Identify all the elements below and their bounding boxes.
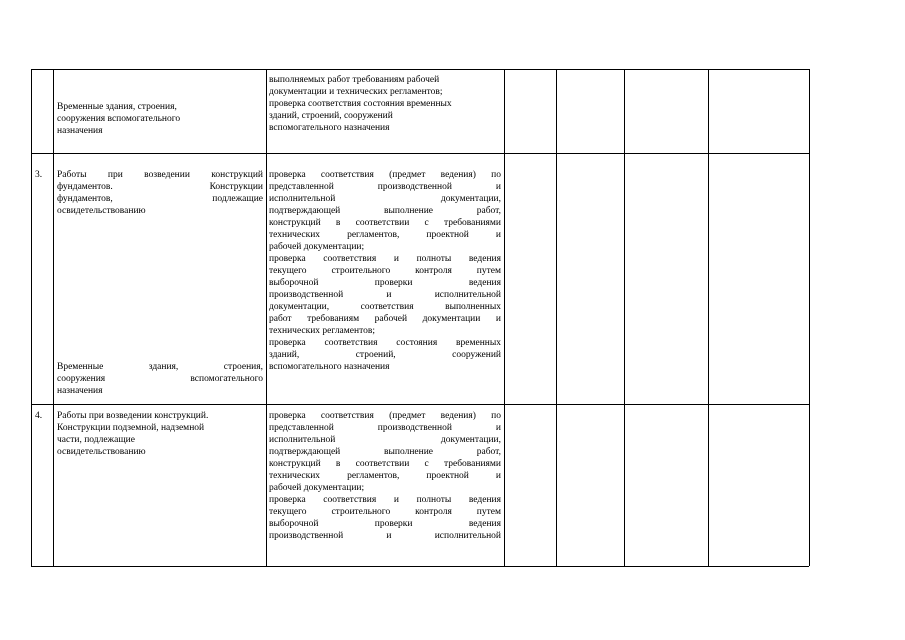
work-line: Работы при возведении конструкций. [57, 411, 209, 421]
work-line: Конструкции подземной, надземной [57, 423, 205, 433]
check-line: представленной производственной и [269, 423, 501, 433]
work-line: назначения [57, 126, 103, 136]
check-line: представленной производственной и [269, 182, 501, 192]
check-line: выполняемых работ требованиям рабочей [269, 75, 440, 85]
check-line: проверка соответствия и полноты ведения [269, 495, 501, 505]
check-line: проверка соответствия (предмет ведения) по [269, 411, 501, 421]
column-border [31, 69, 32, 566]
check-line: конструкций в соответствии с требованиями [269, 459, 501, 469]
row-number: 3. [35, 170, 43, 180]
work-description [57, 169, 263, 217]
check-line: технических регламентов, проектной и [269, 230, 501, 240]
check-line: исполнительной документации, [269, 435, 501, 445]
work-line: назначения [57, 386, 103, 396]
row-border [31, 566, 809, 567]
row-border [31, 153, 809, 154]
column-border [708, 69, 709, 566]
column-border [504, 69, 505, 566]
check-line: проверка соответствия (предмет ведения) по [269, 170, 501, 180]
check-line: рабочей документации; [269, 483, 365, 493]
row-border [31, 69, 809, 70]
work-description [57, 361, 263, 397]
check-line: конструкций в соответствии с требованиями [269, 218, 501, 228]
check-line: выборочной проверки ведения [269, 519, 501, 529]
work-line: фундаментов. Конструкции [57, 182, 263, 192]
column-border [266, 69, 267, 566]
check-line: производственной и исполнительной [269, 531, 501, 541]
check-line: технических регламентов; [269, 326, 375, 336]
check-line: текущего строительного контроля путем [269, 507, 501, 517]
check-description [269, 74, 501, 134]
work-description [57, 101, 263, 137]
check-description [269, 169, 501, 373]
work-line: Временные здания, строения, [57, 102, 177, 112]
check-description [269, 410, 501, 542]
work-line: Работы при возведении конструкций [57, 170, 263, 180]
check-line: текущего строительного контроля путем [269, 266, 501, 276]
check-line: вспомогательного назначения [269, 362, 390, 372]
check-line: подтверждающей выполнение работ, [269, 206, 501, 216]
row-number: 4. [35, 411, 43, 421]
column-border [624, 69, 625, 566]
work-line: сооружения вспомогательного [57, 114, 181, 124]
check-line: документации, соответствия выполненных [269, 302, 501, 312]
check-line: вспомогательного назначения [269, 123, 390, 133]
work-line: сооружения вспомогательного [57, 374, 263, 384]
work-line: освидетельствованию [57, 447, 146, 457]
work-line: фундаментов, подлежащие [57, 194, 263, 204]
row-border [31, 404, 809, 405]
check-line: проверка соответствия и полноты ведения [269, 254, 501, 264]
check-line: рабочей документации; [269, 242, 365, 252]
check-line: исполнительной документации, [269, 194, 501, 204]
check-line: работ требованиям рабочей документации и [269, 314, 501, 324]
column-border [556, 69, 557, 566]
check-line: документации и технических регламентов; [269, 87, 443, 97]
check-line: подтверждающей выполнение работ, [269, 447, 501, 457]
work-line: освидетельствованию [57, 206, 146, 216]
work-line: части, подлежащие [57, 435, 135, 445]
work-line: Временные здания, строения, [57, 362, 263, 372]
column-border [809, 69, 810, 566]
check-line: технических регламентов, проектной и [269, 471, 501, 481]
check-line: зданий, строений, сооружений [269, 350, 501, 360]
check-line: выборочной проверки ведения [269, 278, 501, 288]
check-line: проверка соответствия состояния временных [269, 99, 452, 109]
check-line: проверка соответствия состояния временных [269, 338, 501, 348]
column-border [53, 69, 54, 566]
work-description [57, 410, 263, 458]
check-line: зданий, строений, сооружений [269, 111, 393, 121]
check-line: производственной и исполнительной [269, 290, 501, 300]
